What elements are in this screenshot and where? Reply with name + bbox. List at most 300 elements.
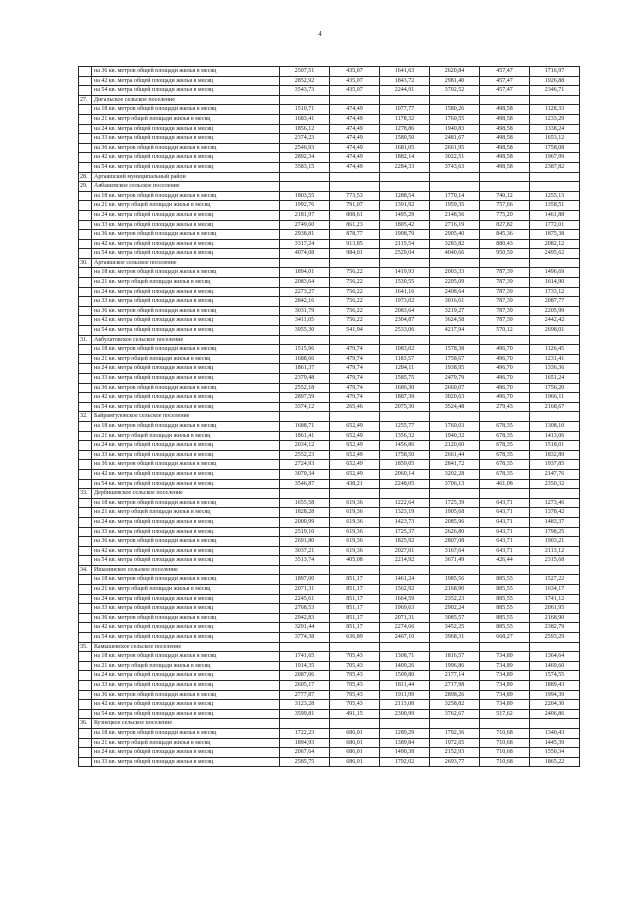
section-number: 31. (79, 335, 92, 345)
value-cell: 3020,63 (430, 393, 480, 403)
value-cell: 756,22 (330, 297, 380, 307)
table-row (79, 249, 580, 259)
value-cell: 1423,73 (380, 517, 430, 527)
table-row (79, 402, 580, 412)
section-title: Камышевское сельское поселение (92, 642, 280, 652)
value-cell: 3283,82 (430, 239, 480, 249)
value-cell: 496,70 (480, 393, 530, 403)
row-label: на 36 кв. метров общей площади жилья в месяц (92, 690, 280, 700)
value-cell: 474,49 (330, 162, 380, 172)
table-row (79, 498, 580, 508)
value-cell: 652,49 (330, 469, 380, 479)
section-row (79, 412, 580, 422)
value-cell: 1996,86 (430, 661, 480, 671)
section-number: 28. (79, 172, 92, 182)
row-label: на 24 кв. метра общей площади жилья в месяц (92, 748, 280, 758)
value-cell: 3085,57 (430, 613, 480, 623)
empty-number-cell (79, 681, 92, 691)
empty-cell (480, 335, 530, 345)
table-row (79, 354, 580, 364)
value-cell: 2897,59 (280, 393, 330, 403)
value-cell: 3016,61 (430, 297, 480, 307)
value-cell: 2507,51 (280, 67, 330, 77)
table-row (79, 709, 580, 719)
value-cell: 3258,82 (430, 700, 480, 710)
value-cell: 2071,31 (380, 613, 430, 623)
value-cell: 1897,00 (280, 575, 330, 585)
value-cell: 1688,71 (280, 421, 330, 431)
value-cell: 1798,25 (530, 527, 580, 537)
value-cell: 885,55 (480, 575, 530, 585)
value-cell: 3743,63 (430, 162, 480, 172)
value-cell: 479,74 (330, 383, 380, 393)
value-cell: 678,35 (480, 450, 530, 460)
row-label: на 33 кв. метра общей площади жилья в месяц (92, 450, 280, 460)
empty-number-cell (79, 153, 92, 163)
value-cell: 678,35 (480, 469, 530, 479)
value-cell: 1903,21 (530, 537, 580, 547)
empty-number-cell (79, 354, 92, 364)
value-cell: 2408,64 (430, 287, 480, 297)
value-cell: 710,68 (480, 757, 530, 767)
table-row (79, 393, 580, 403)
value-cell: 2552,18 (280, 383, 330, 393)
value-cell: 1861,41 (280, 431, 330, 441)
value-cell: 2693,77 (430, 757, 480, 767)
value-cell: 1940,83 (430, 124, 480, 134)
section-title: Дербишевское сельское поселение (92, 489, 280, 499)
value-cell: 2481,67 (430, 134, 480, 144)
value-cell: 851,17 (330, 613, 380, 623)
value-cell: 787,39 (480, 297, 530, 307)
empty-cell (280, 565, 330, 575)
empty-cell (530, 182, 580, 192)
value-cell: 3202,28 (430, 469, 480, 479)
value-cell: 1992,76 (280, 201, 330, 211)
value-cell: 2083,64 (380, 306, 430, 316)
value-cell: 3123,28 (280, 700, 330, 710)
row-label: на 21 кв. метр общей площади жилья в месяц (92, 278, 280, 288)
value-cell: 1231,41 (530, 354, 580, 364)
empty-cell (480, 489, 530, 499)
value-cell: 1126,45 (530, 345, 580, 355)
table-row (79, 364, 580, 374)
value-cell: 1578,38 (430, 345, 480, 355)
table-row (79, 421, 580, 431)
value-cell: 1273,46 (530, 498, 580, 508)
row-label: на 42 кв. метра общей площади жилья в месяц (92, 700, 280, 710)
value-cell: 880,43 (480, 239, 530, 249)
value-cell: 1758,08 (530, 143, 580, 153)
value-cell: 885,55 (480, 594, 530, 604)
value-cell: 950,59 (480, 249, 530, 259)
empty-cell (480, 172, 530, 182)
row-label: на 24 кв. метра общей площади жилья в месяц (92, 441, 280, 451)
value-cell: 498,58 (480, 153, 530, 163)
value-cell: 496,70 (480, 354, 530, 364)
row-label: на 18 кв. метров общей площади жилья в месяц (92, 105, 280, 115)
value-cell: 2593,29 (530, 633, 580, 643)
value-cell: 1255,13 (530, 191, 580, 201)
section-number: 33. (79, 489, 92, 499)
value-cell: 2892,34 (280, 153, 330, 163)
empty-number-cell (79, 306, 92, 316)
value-cell: 652,49 (330, 441, 380, 451)
section-number: 36. (79, 719, 92, 729)
value-cell: 1288,54 (380, 191, 430, 201)
value-cell: 474,49 (330, 134, 380, 144)
section-number: 29. (79, 182, 92, 192)
value-cell: 787,39 (480, 287, 530, 297)
empty-number-cell (79, 498, 92, 508)
value-cell: 2768,53 (280, 604, 330, 614)
value-cell: 1937,85 (530, 460, 580, 470)
value-cell: 435,07 (330, 76, 380, 86)
value-cell: 2350,32 (530, 479, 580, 489)
value-cell: 498,58 (480, 105, 530, 115)
value-cell: 2087,77 (530, 297, 580, 307)
empty-number-cell (79, 297, 92, 307)
value-cell: 2533,06 (380, 326, 430, 336)
empty-cell (380, 719, 430, 729)
empty-number-cell (79, 431, 92, 441)
empty-cell (380, 335, 430, 345)
section-row (79, 642, 580, 652)
value-cell: 1994,39 (530, 690, 580, 700)
value-cell: 3513,74 (280, 556, 330, 566)
empty-cell (530, 335, 580, 345)
empty-cell (330, 172, 380, 182)
value-cell: 705,43 (330, 700, 380, 710)
row-label: на 33 кв. метра общей площади жилья в месяц (92, 134, 280, 144)
empty-cell (280, 642, 330, 652)
table-row (79, 210, 580, 220)
value-cell: 756,22 (330, 278, 380, 288)
empty-cell (280, 258, 330, 268)
empty-cell (330, 335, 380, 345)
value-cell: 1911,99 (380, 690, 430, 700)
table-row (79, 479, 580, 489)
value-cell: 2214,92 (380, 556, 430, 566)
value-cell: 1683,41 (280, 114, 330, 124)
value-cell: 1413,06 (530, 431, 580, 441)
row-label: на 24 кв. метра общей площади жилья в месяц (92, 671, 280, 681)
empty-number-cell (79, 114, 92, 124)
section-row (79, 489, 580, 499)
table-row (79, 124, 580, 134)
section-row (79, 172, 580, 182)
table-row (79, 76, 580, 86)
value-cell: 1356,32 (380, 431, 430, 441)
table-row (79, 345, 580, 355)
row-label: на 42 кв. метра общей площади жилья в месяц (92, 546, 280, 556)
row-label: на 18 кв. метров общей площади жилья в месяц (92, 191, 280, 201)
value-cell: 643,71 (480, 498, 530, 508)
empty-cell (380, 258, 430, 268)
value-cell: 479,74 (330, 393, 380, 403)
value-cell: 2352,23 (430, 594, 480, 604)
empty-number-cell (79, 613, 92, 623)
empty-number-cell (79, 76, 92, 86)
value-cell: 734,89 (480, 681, 530, 691)
empty-number-cell (79, 124, 92, 134)
value-cell: 2284,33 (380, 162, 430, 172)
section-row (79, 182, 580, 192)
value-cell: 1614,90 (530, 278, 580, 288)
empty-number-cell (79, 278, 92, 288)
row-label: на 21 кв. метр общей площади жилья в месяц (92, 738, 280, 748)
value-cell: 686,01 (330, 757, 380, 767)
value-cell: 1816,57 (430, 652, 480, 662)
value-cell: 2898,26 (430, 690, 480, 700)
table-row (79, 700, 580, 710)
empty-number-cell (79, 268, 92, 278)
value-cell: 265,46 (330, 402, 380, 412)
value-cell: 643,71 (480, 517, 530, 527)
table-row (79, 748, 580, 758)
value-cell: 1128,33 (530, 105, 580, 115)
value-cell: 1378,42 (530, 508, 580, 518)
table-row (79, 585, 580, 595)
table-row (79, 690, 580, 700)
value-cell: 885,55 (480, 613, 530, 623)
value-cell: 1655,58 (280, 498, 330, 508)
value-cell: 2346,71 (530, 86, 580, 96)
value-cell: 3968,31 (430, 633, 480, 643)
empty-cell (430, 412, 480, 422)
value-cell: 496,70 (480, 345, 530, 355)
value-cell: 4040,66 (430, 249, 480, 259)
section-number: 34. (79, 565, 92, 575)
empty-number-cell (79, 671, 92, 681)
value-cell: 1832,89 (530, 450, 580, 460)
value-cell: 2177,14 (430, 671, 480, 681)
value-cell: 2034,12 (280, 441, 330, 451)
value-cell: 2626,80 (430, 527, 480, 537)
section-title: Кузнецкое сельское поселение (92, 719, 280, 729)
value-cell: 1843,72 (380, 76, 430, 86)
value-cell: 1278,86 (380, 124, 430, 134)
value-cell: 2519,10 (280, 527, 330, 537)
value-cell: 619,36 (330, 508, 380, 518)
value-cell: 791,07 (330, 201, 380, 211)
section-number: 35. (79, 642, 92, 652)
value-cell: 474,49 (330, 105, 380, 115)
value-cell: 861,23 (330, 220, 380, 230)
value-cell: 498,58 (480, 143, 530, 153)
table-row (79, 383, 580, 393)
empty-number-cell (79, 345, 92, 355)
value-cell: 1515,96 (280, 345, 330, 355)
value-cell: 686,01 (330, 728, 380, 738)
empty-cell (280, 489, 330, 499)
empty-cell (330, 95, 380, 105)
value-cell: 756,22 (330, 316, 380, 326)
value-cell: 479,74 (330, 354, 380, 364)
value-cell: 2749,60 (280, 220, 330, 230)
row-label: на 18 кв. метров общей площади жилья в месяц (92, 652, 280, 662)
value-cell: 1222,64 (380, 498, 430, 508)
table-row (79, 191, 580, 201)
value-cell: 3374,12 (280, 402, 330, 412)
value-cell: 2841,72 (430, 460, 480, 470)
row-label: на 21 кв. метр общей площади жилья в месяц (92, 201, 280, 211)
value-cell: 710,68 (480, 748, 530, 758)
row-label: на 33 кв. метра общей площади жилья в месяц (92, 604, 280, 614)
value-cell: 678,35 (480, 431, 530, 441)
table-row (79, 728, 580, 738)
empty-cell (280, 335, 330, 345)
table-row (79, 527, 580, 537)
empty-number-cell (79, 748, 92, 758)
value-cell: 1664,59 (380, 594, 430, 604)
value-cell: 845,36 (480, 230, 530, 240)
value-cell: 2406,86 (530, 709, 580, 719)
value-cell: 1905,68 (430, 508, 480, 518)
value-cell: 461,08 (480, 479, 530, 489)
value-cell: 426,44 (480, 556, 530, 566)
value-cell: 498,58 (480, 162, 530, 172)
empty-number-cell (79, 220, 92, 230)
section-title: Акбулатовское сельское поселение (92, 335, 280, 345)
value-cell: 1469,60 (530, 661, 580, 671)
value-cell: 2152,93 (430, 748, 480, 758)
value-cell: 496,70 (480, 374, 530, 384)
value-cell: 1760,55 (430, 114, 480, 124)
empty-number-cell (79, 738, 92, 748)
table-row (79, 374, 580, 384)
value-cell: 3955,30 (280, 326, 330, 336)
empty-cell (430, 95, 480, 105)
section-number: 27. (79, 95, 92, 105)
row-label: на 54 кв. метра общей площади жилья в месяц (92, 162, 280, 172)
row-label: на 54 кв. метра общей площади жилья в месяц (92, 86, 280, 96)
value-cell: 1340,43 (530, 728, 580, 738)
value-cell: 984,01 (330, 249, 380, 259)
value-cell: 3291,44 (280, 623, 330, 633)
table-row (79, 661, 580, 671)
value-cell: 457,47 (480, 76, 530, 86)
value-cell: 885,55 (480, 623, 530, 633)
value-cell: 678,35 (480, 441, 530, 451)
row-label: на 24 кв. метра общей площади жилья в месяц (92, 287, 280, 297)
empty-number-cell (79, 191, 92, 201)
empty-cell (380, 412, 430, 422)
value-cell: 2113,08 (380, 700, 430, 710)
value-cell: 757,66 (480, 201, 530, 211)
table-row (79, 604, 580, 614)
value-cell: 643,71 (480, 508, 530, 518)
row-label: на 18 кв. метров общей площади жилья в месяц (92, 345, 280, 355)
table-row (79, 287, 580, 297)
value-cell: 643,71 (480, 537, 530, 547)
row-label: на 21 кв. метр общей площади жилья в месяц (92, 585, 280, 595)
row-label: на 24 кв. метра общей площади жилья в месяц (92, 124, 280, 134)
empty-number-cell (79, 594, 92, 604)
row-label: на 33 кв. метра общей площади жилья в месяц (92, 757, 280, 767)
value-cell: 2168,90 (530, 613, 580, 623)
value-cell: 1875,38 (530, 230, 580, 240)
table-row (79, 201, 580, 211)
value-cell: 678,35 (480, 421, 530, 431)
empty-cell (430, 258, 480, 268)
value-cell: 1859,05 (380, 460, 430, 470)
value-cell: 851,17 (330, 623, 380, 633)
table-row (79, 613, 580, 623)
value-cell: 2905,40 (430, 230, 480, 240)
value-cell: 2245,61 (280, 594, 330, 604)
value-cell: 3762,67 (430, 709, 480, 719)
table-row (79, 633, 580, 643)
empty-number-cell (79, 201, 92, 211)
value-cell: 1926,88 (530, 76, 580, 86)
table-row (79, 162, 580, 172)
value-cell: 705,43 (330, 652, 380, 662)
table-row (79, 738, 580, 748)
value-cell: 2027,01 (380, 546, 430, 556)
row-label: на 42 кв. метра общей площади жилья в месяц (92, 239, 280, 249)
value-cell: 1966,11 (530, 393, 580, 403)
empty-cell (480, 412, 530, 422)
row-label: на 54 кв. метра общей площади жилья в месяц (92, 479, 280, 489)
row-label: на 42 кв. метра общей площади жилья в месяц (92, 316, 280, 326)
value-cell: 1585,75 (380, 374, 430, 384)
row-label: на 54 кв. метра общей площади жилья в месяц (92, 249, 280, 259)
empty-number-cell (79, 633, 92, 643)
value-cell: 479,74 (330, 374, 380, 384)
empty-number-cell (79, 383, 92, 393)
value-cell: 2304,87 (380, 316, 430, 326)
value-cell: 3546,87 (280, 479, 330, 489)
value-cell: 3524,48 (430, 402, 480, 412)
empty-number-cell (79, 585, 92, 595)
empty-cell (430, 172, 480, 182)
value-cell: 2085,96 (430, 517, 480, 527)
value-cell: 496,70 (480, 364, 530, 374)
value-cell: 1389,84 (380, 738, 430, 748)
value-cell: 619,36 (330, 527, 380, 537)
value-cell: 1641,16 (380, 287, 430, 297)
empty-number-cell (79, 604, 92, 614)
empty-number-cell (79, 709, 92, 719)
empty-number-cell (79, 757, 92, 767)
value-cell: 2442,42 (530, 316, 580, 326)
empty-number-cell (79, 210, 92, 220)
value-cell: 2274,66 (380, 623, 430, 633)
value-cell: 2661,44 (430, 450, 480, 460)
table-row (79, 105, 580, 115)
section-row (79, 565, 580, 575)
section-title: Ишалинское сельское поселение (92, 565, 280, 575)
value-cell: 2467,10 (380, 633, 430, 643)
value-cell: 2113,12 (530, 546, 580, 556)
value-cell: 3774,38 (280, 633, 330, 643)
empty-cell (530, 719, 580, 729)
table-row (79, 469, 580, 479)
value-cell: 710,68 (480, 728, 530, 738)
value-cell: 1419,93 (380, 268, 430, 278)
empty-number-cell (79, 479, 92, 489)
value-cell: 1495,29 (380, 210, 430, 220)
table-row (79, 537, 580, 547)
value-cell: 2387,82 (530, 162, 580, 172)
table-row (79, 594, 580, 604)
empty-cell (480, 565, 530, 575)
value-cell: 279,43 (480, 402, 530, 412)
empty-cell (480, 719, 530, 729)
empty-cell (530, 489, 580, 499)
value-cell: 1770,14 (430, 191, 480, 201)
